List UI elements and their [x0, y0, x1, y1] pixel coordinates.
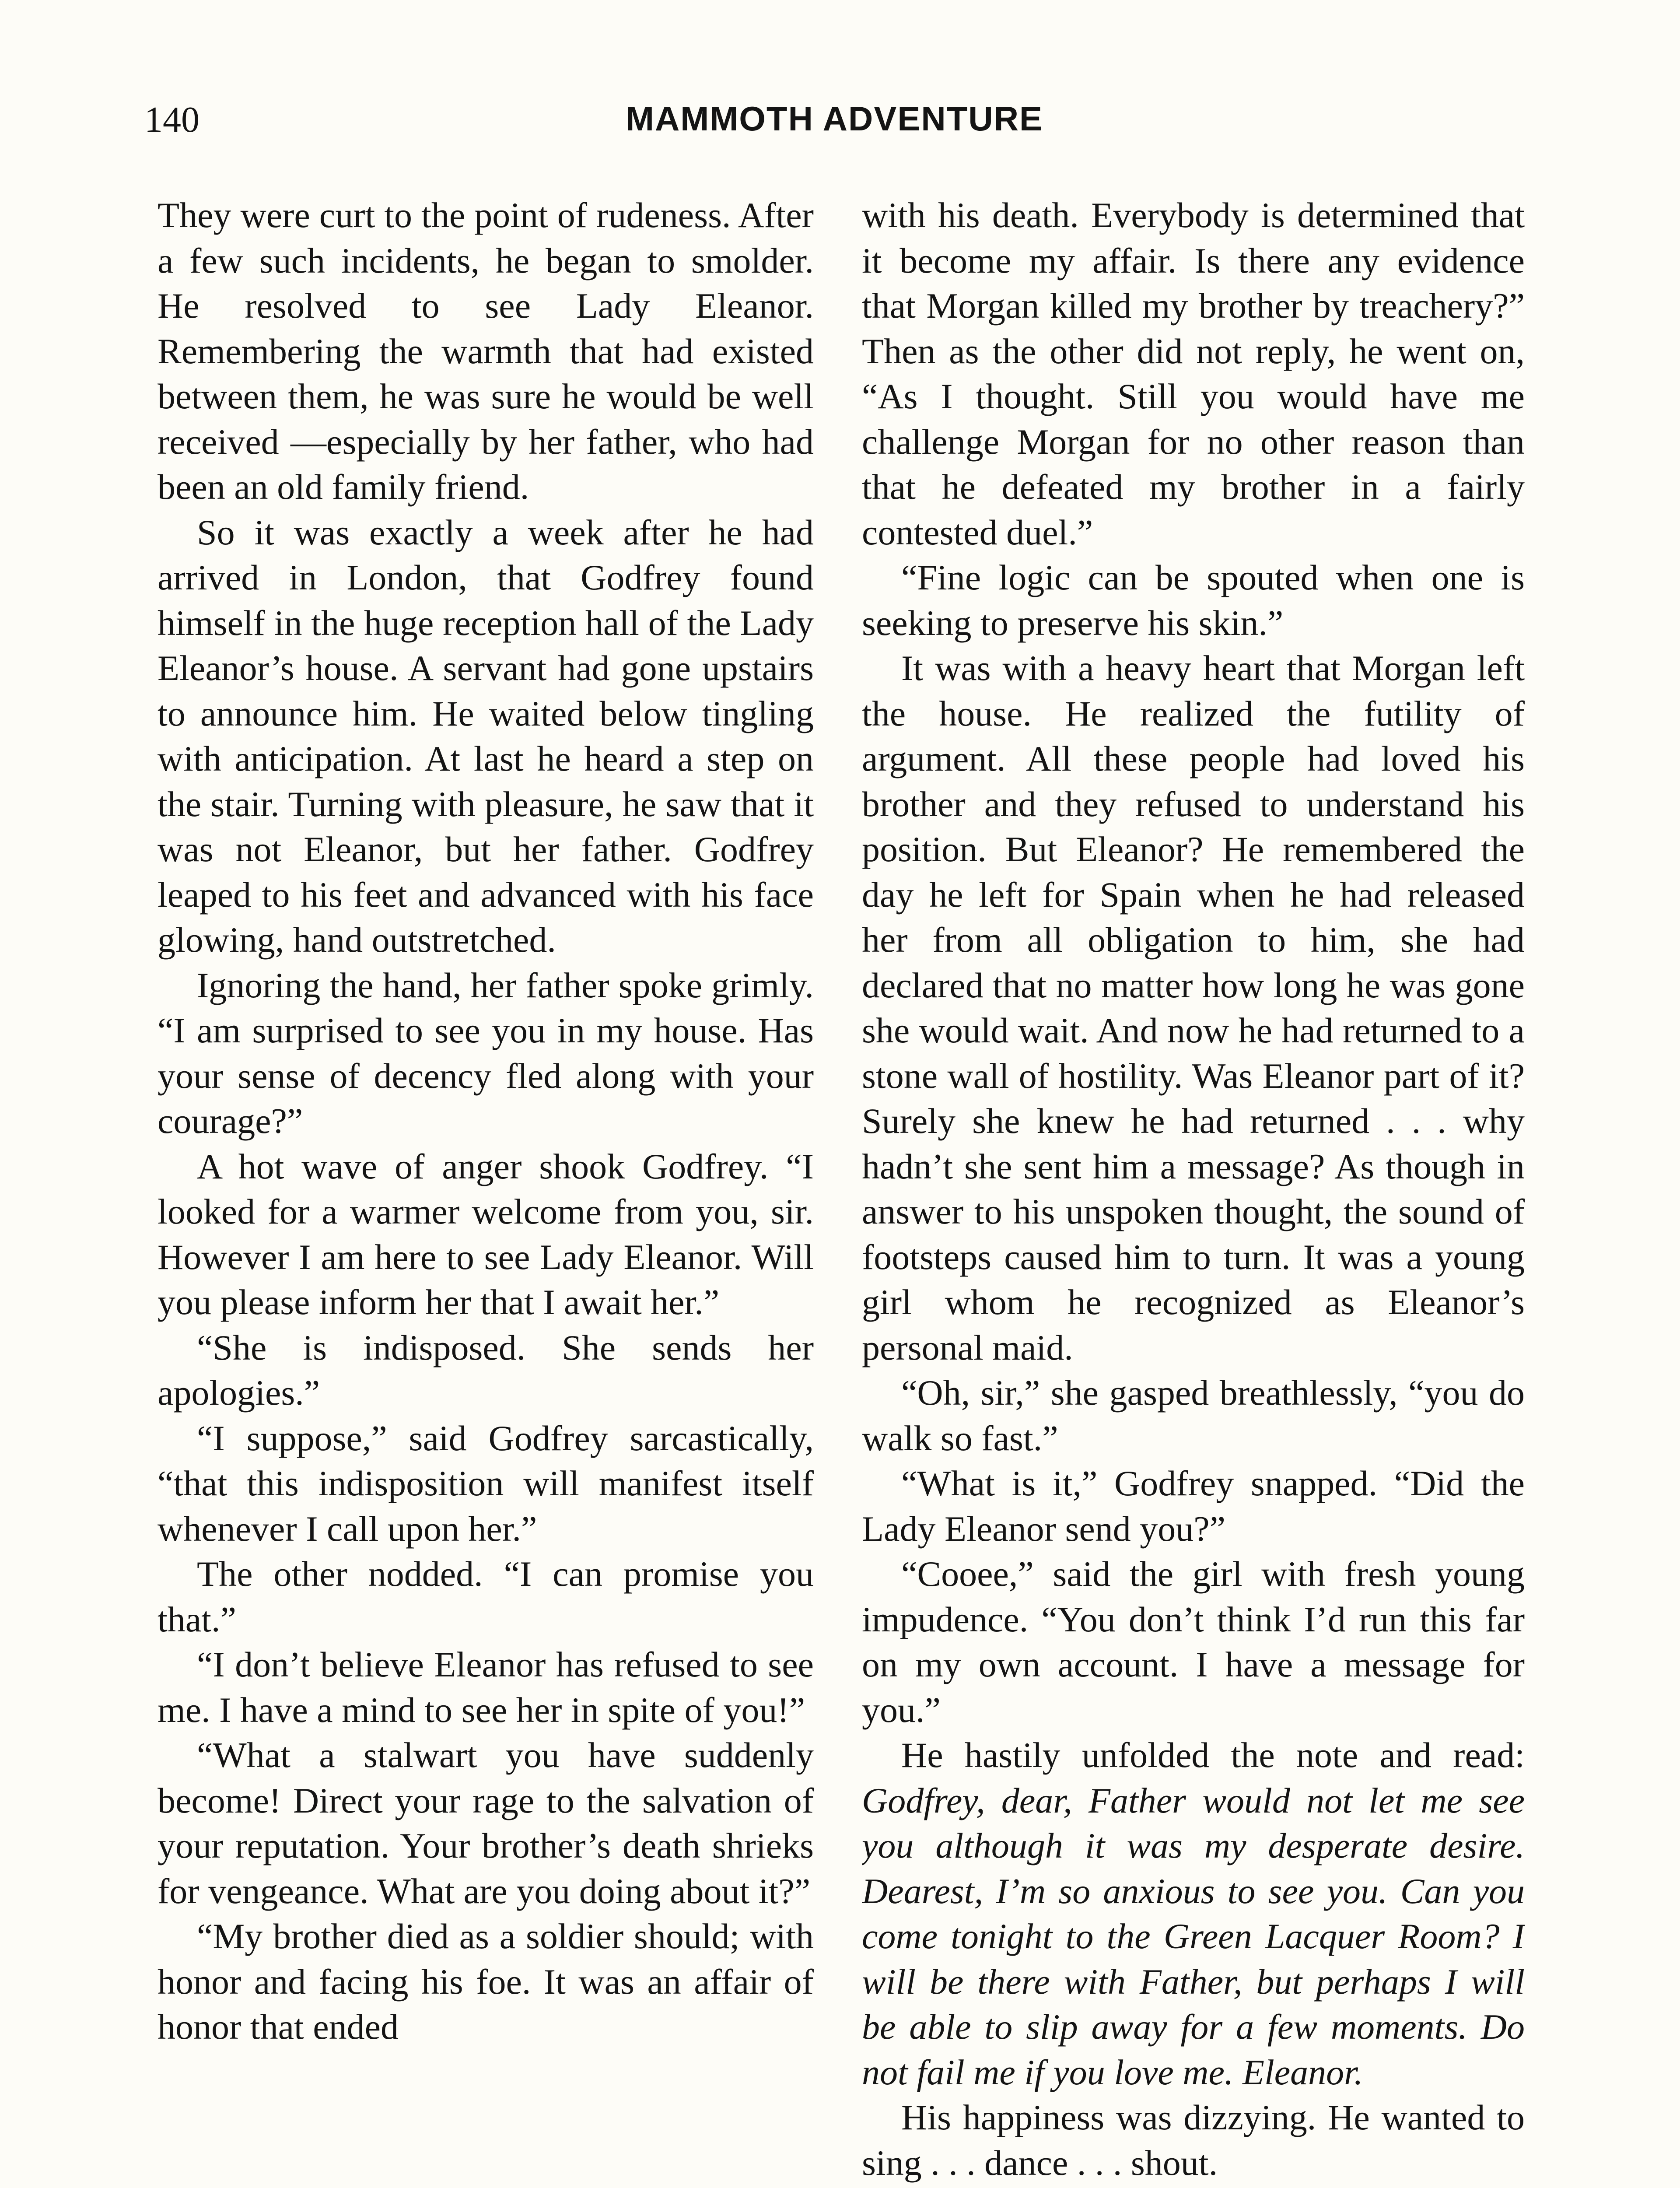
paragraph: His happiness was dizzying. He wanted to sing . . . dance . . . shout.: [862, 2097, 1525, 2183]
paragraph: “Oh, sir,” she gasped breathlessly, “you do walk so fast.”: [862, 1373, 1525, 1458]
left-column: [158, 193, 814, 2188]
paragraph: “She is indisposed. She sends her apologies.”: [158, 1327, 814, 1413]
note-text: Godfrey, dear, Father would not let me see you although it was my desperate desire. Dearest, I’m so anxious to see you. Can you come tonight to the Green Lacquer Room? I will be there with Father, but perhaps I will be able to slip away for a few moments. Do not fail me if you love me. Eleanor.: [862, 1780, 1525, 2092]
paragraph: “My brother died as a soldier should; with honor and facing his foe. It was an affair of honor that ended: [158, 1916, 814, 2047]
page-number: 140: [144, 99, 200, 140]
paragraph: So it was exactly a week after he had arrived in London, that Godfrey found himself in the huge reception hall of the Lady Eleanor’s house. A servant had gone upstairs to announce him. He waited below tingling with anticipation. At last he heard a step on the stair. Turning with pleasure, he saw that it was not Eleanor, but her father. Godfrey leaped to his feet and advanced with his face glowing, hand outstretched.: [158, 512, 814, 960]
paragraph: “What a stalwart you have suddenly become! Direct your rage to the salvation of your reputation. Your brother’s death shrieks for vengeance. What are you doing about it?”: [158, 1735, 814, 1911]
paragraph: “Fine logic can be spouted when one is seeking to preserve his skin.”: [862, 558, 1525, 643]
paragraph: “I don’t believe Eleanor has refused to see me. I have a mind to see her in spite of you!”: [158, 1645, 814, 1730]
paragraph: with his death. Everybody is determined that it become my affair. Is there any evidence that Morgan killed my brother by treachery?” Then as the other did not reply, he went on, “As I thought. Still you would have me challenge Morgan for no other reason than that he defeated my brother in a fairly contested duel.”: [862, 195, 1525, 552]
paragraph: A hot wave of anger shook Godfrey. “I looked for a warmer welcome from you, sir. However I am here to see Lady Eleanor. Will you please inform her that I await her.”: [158, 1146, 814, 1322]
running-title: MAMMOTH ADVENTURE: [626, 99, 1043, 138]
paragraph: “I suppose,” said Godfrey sarcastically, “that this indisposition will manifest itself whenever I call upon her.”: [158, 1418, 814, 1549]
note-intro: He hastily unfolded the note and read:: [901, 1735, 1525, 1775]
paragraph: The other nodded. “I can promise you that.”: [158, 1554, 814, 1639]
paragraph: “What is it,” Godfrey snapped. “Did the Lady Eleanor send you?”: [862, 1463, 1525, 1549]
paragraph: “Cooee,” said the girl with fresh young impudence. “You don’t think I’d run this far on my own account. I have a message for you.”: [862, 1554, 1525, 1730]
right-column: [862, 193, 1525, 2188]
paragraph: It was with a heavy heart that Morgan left the house. He realized the futility of argument. All these people had loved his brother and they refused to understand his position. But Eleanor? He remembered the day he left for Spain when he had released her from all obligation to him, she had declared that no matter how long he was gone she would wait. And now he had returned to a stone wall of hostility. Was Eleanor part of it? Surely she knew he had returned . . . why hadn’t she sent him a message? As though in answer to his unspoken thought, the sound of footsteps caused him to turn. It was a young girl whom he recognized as Eleanor’s personal maid.: [862, 648, 1525, 1368]
paragraph: Ignoring the hand, her father spoke grimly. “I am surprised to see you in my house. Has your sense of decency fled along with your courage?”: [158, 965, 814, 1141]
note-paragraph: [862, 1732, 1525, 2095]
paragraph: They were curt to the point of rudeness. After a few such incidents, he began to smolder. He resolved to see Lady Eleanor. Remembering the warmth that had existed between them, he was sure he would be well received —especially by her father, who had been an old family friend.: [158, 195, 814, 507]
